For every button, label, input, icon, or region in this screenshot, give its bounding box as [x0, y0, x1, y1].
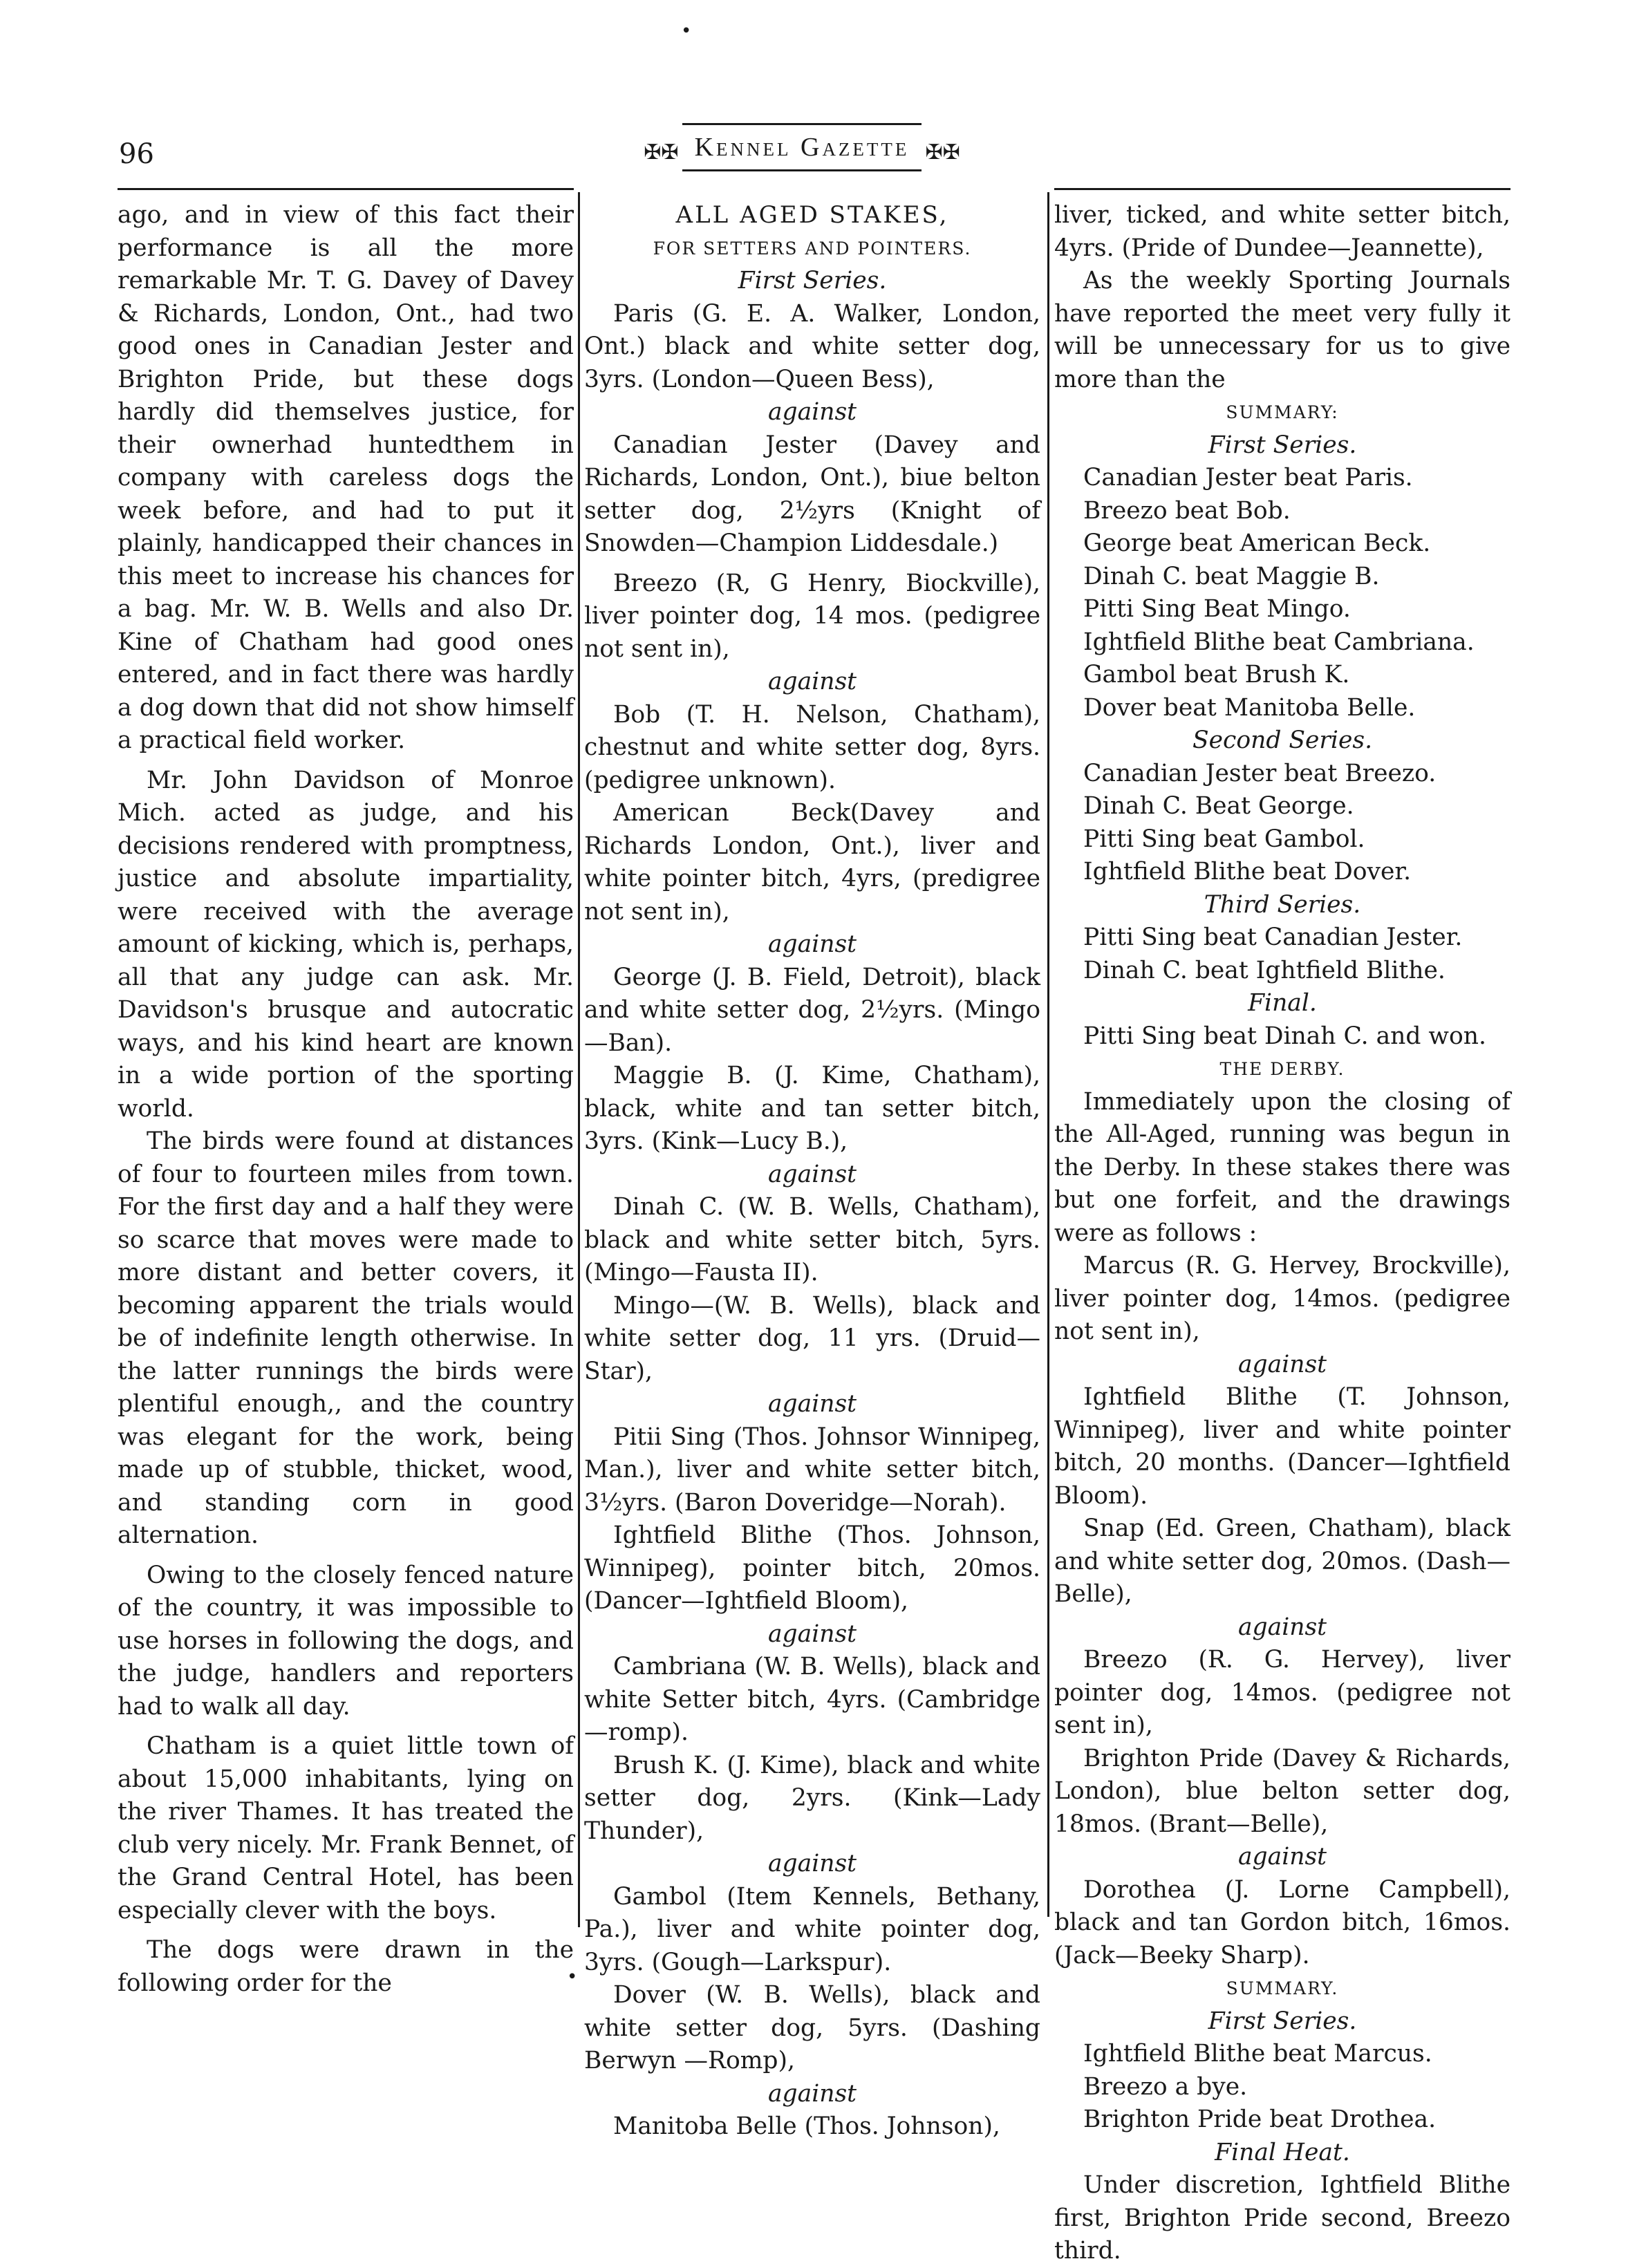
paragraph: Under discretion, Ightfield Blithe first, Brighton Pride second, Breezo third. — [1054, 2171, 1510, 2265]
column-2 — [584, 199, 1040, 2144]
paragraph: Immediately upon the closing of the All-Aged, running was begun in the Derby. In these stakes there was but one forfeit, and the drawings were as follows : — [1054, 1087, 1510, 1247]
paragraph: Dinah C. (W. B. Wells, Chatham), black and white setter bitch, 5yrs. (Mingo—Fausta II). — [584, 1193, 1040, 1286]
section-heading: Second Series. — [1192, 727, 1373, 754]
paragraph: Brighton Pride (Davey & Richards, London), blue belton setter dog, 18mos. (Brant—Belle), — [1054, 1744, 1510, 1838]
page-number: 96 — [119, 138, 154, 170]
section-heading: against — [767, 668, 857, 695]
paragraph: The dogs were drawn in the following order for the — [118, 1936, 574, 1997]
column-divider-2 — [1047, 192, 1049, 1917]
section-heading: SUMMARY: — [1226, 402, 1339, 422]
section-heading: against — [767, 1850, 857, 1877]
section-heading: Final Heat. — [1215, 2138, 1350, 2166]
paragraph: Dover (W. B. Wells), black and white setter dog, 5yrs. (Dashing Berwyn —Romp), — [584, 1981, 1040, 2074]
paragraph: Mr. John Davidson of Monroe Mich. acted as judge, and his decisions rendered with promptness, justice and absolute impartiality, were received with the average amount of kicking, which is, perhaps, all that any judge can ask. Mr. Davidson's brusque and autocratic ways, and his kind heart are known in a wide portion of the sporting world. — [118, 766, 574, 1123]
summary-line: Pitti Sing Beat Mingo. — [1083, 595, 1351, 623]
section-heading: Final. — [1248, 989, 1317, 1017]
summary-line: Gambol beat Brush K. — [1083, 661, 1350, 688]
paragraph: George (J. B. Field, Detroit), black and white setter dog, 2½yrs. (Mingo—Ban). — [584, 963, 1040, 1057]
column-divider-1 — [578, 192, 580, 1927]
paragraph: The birds were found at distances of four to fourteen miles from town. For the first day and a half they were so scarce that moves were made to more distant and better covers, it becoming apparent the trials would be of indefinite length otherwise. In the latter runnings the birds were plentiful enough,, and the country was elegant for the work, being made up of stubble, thicket, wood, and standing corn in good alternation. — [118, 1127, 574, 1549]
paragraph: Pitii Sing (Thos. Johnsor Winnipeg, Man.), liver and white setter bitch, 3½yrs. (Baron Doveridge—Norah). — [584, 1423, 1040, 1517]
header-rule-right — [1054, 188, 1510, 190]
paragraph: Ightfield Blithe (Thos. Johnson, Winnipeg), pointer bitch, 20mos. (Dancer—Ightfield Bloom), — [584, 1521, 1040, 1615]
summary-line: Brighton Pride beat Drothea. — [1083, 2106, 1437, 2133]
ink-speck: • — [567, 1967, 578, 1987]
section-heading: against — [767, 1160, 857, 1188]
paragraph: Owing to the closely fenced nature of the country, it was impossible to use horses in following the dogs, and the judge, handlers and reporters had to walk all day. — [118, 1561, 574, 1721]
summary-line: Dinah C. beat Maggie B. — [1083, 562, 1380, 590]
section-heading: against — [767, 2079, 857, 2108]
section-heading: SUMMARY. — [1226, 1978, 1339, 1998]
summary-line: Ightfield Blithe beat Dover. — [1083, 858, 1412, 885]
section-heading: ALL AGED STAKES, — [675, 201, 949, 229]
section-heading: against — [767, 1620, 857, 1648]
paragraph: Brush K. (J. Kime), black and white setter dog, 2yrs. (Kink—Lady Thunder), — [584, 1751, 1040, 1845]
header-rule-left — [118, 188, 574, 190]
paragraph: ago, and in view of this fact their performance is all the more remarkable Mr. T. G. Davey of Davey & Richards, London, Ont., had two good ones in Canadian Jester and Brighton Pride, but these dogs hardly did themselves justice, for their ownerhad huntedthem in company with careless dogs the week before, and had to put it plainly, handicapped their chances in this meet to increase his chances for a bag. Mr. W. B. Wells and also Dr. Kine of Chatham had good ones entered, and in fact there was hardly a dog down that did not show himself a practical field worker. — [118, 201, 574, 754]
paragraph: Gambol (Item Kennels, Bethany, Pa.), liver and white pointer dog, 3yrs. (Gough—Larkspur). — [584, 1882, 1040, 1976]
section-heading: First Series. — [1208, 431, 1357, 459]
section-heading: First Series. — [1208, 2007, 1357, 2035]
paragraph: Dorothea (J. Lorne Campbell), black and tan Gordon bitch, 16mos. (Jack—Beeky Sharp). — [1054, 1875, 1510, 1969]
section-heading: against — [767, 930, 857, 958]
paragraph: Ightfield Blithe (T. Johnson, Winnipeg), liver and white pointer bitch, 20 months. (Dancer—Ightfield Bloom). — [1054, 1383, 1510, 1510]
summary-line: Pitti Sing beat Canadian Jester. — [1083, 924, 1463, 951]
ornament-right-icon: ✠✠ — [925, 140, 960, 165]
summary-line: Dover beat Manitoba Belle. — [1083, 693, 1416, 722]
column-1 — [118, 199, 574, 2000]
ink-speck: • — [681, 21, 692, 41]
paragraph: Cambriana (W. B. Wells), black and white Setter bitch, 4yrs. (Cambridge—romp). — [584, 1653, 1040, 1746]
paragraph: Chatham is a quiet little town of about 15,000 inhabitants, lying on the river Thames. It has treated the club very nicely. Mr. Frank Bennet, of the Grand Central Hotel, has been especially clever with the boys. — [118, 1732, 574, 1924]
paragraph: Maggie B. (J. Kime, Chatham), black, white and tan setter bitch, 3yrs. (Kink—Lucy B.), — [584, 1062, 1040, 1155]
paragraph: Manitoba Belle (Thos. Johnson), — [613, 2112, 1000, 2140]
summary-line: Ightfield Blithe beat Cambriana. — [1083, 628, 1475, 656]
paragraph: liver, ticked, and white setter bitch, 4yrs. (Pride of Dundee—Jeannette), — [1054, 201, 1510, 262]
paragraph: Bob (T. H. Nelson, Chatham), chestnut and white setter dog, 8yrs. (pedigree unknown). — [584, 700, 1040, 794]
paragraph: American Beck(Davey and Richards London, Ont.), liver and white pointer bitch, 4yrs, (predigree not sent in), — [584, 799, 1040, 926]
section-heading: against — [767, 398, 857, 426]
paragraph: Snap (Ed. Green, Chatham), black and white setter dog, 20mos. (Dash—Belle), — [1054, 1515, 1510, 1608]
summary-line: Canadian Jester beat Paris. — [1083, 464, 1413, 491]
masthead — [608, 123, 995, 185]
paragraph: Marcus (R. G. Hervey, Brockville), liver pointer dog, 14mos. (pedigree not sent in), — [1054, 1252, 1510, 1345]
paragraph: Canadian Jester (Davey and Richards, London, Ont.), biue belton setter dog, 2½yrs (Knight of Snowden—Champion Liddesdale.) — [584, 431, 1040, 557]
paragraph: Breezo (R. G. Hervey), liver pointer dog, 14mos. (pedigree not sent in), — [1054, 1646, 1510, 1739]
summary-line: George beat American Beck. — [1083, 529, 1431, 557]
summary-line: Canadian Jester beat Breezo. — [1083, 759, 1437, 787]
ornament-left-icon: ✠✠ — [644, 140, 679, 165]
summary-line: Breezo a bye. — [1083, 2072, 1248, 2101]
paragraph: Mingo—(W. B. Wells), black and white setter dog, 11 yrs. (Druid—Star), — [584, 1291, 1040, 1385]
summary-line: Dinah C. Beat George. — [1083, 792, 1354, 820]
section-heading: against — [767, 1390, 857, 1418]
summary-line: Breezo beat Bob. — [1083, 496, 1291, 525]
paragraph: Breezo (R, G Henry, Biockville), liver pointer dog, 14 mos. (pedigree not sent in), — [584, 569, 1040, 663]
masthead-title: Kennel Gazette — [682, 123, 922, 171]
section-heading: Third Series. — [1204, 890, 1361, 919]
section-heading: First Series. — [738, 267, 887, 294]
paragraph: As the weekly Sporting Journals have reported the meet very fully it will be unnecessary for us to give more than the — [1054, 267, 1510, 393]
section-heading: FOR SETTERS AND POINTERS. — [653, 238, 972, 259]
paragraph: Paris (G. E. A. Walker, London, Ont.) black and white setter dog, 3yrs. (London—Queen Bess), — [584, 299, 1040, 393]
summary-line: Dinah C. beat Ightfield Blithe. — [1083, 956, 1446, 984]
column-3 — [1054, 199, 1510, 2268]
section-heading: against — [1237, 1843, 1327, 1871]
summary-line: Pitti Sing beat Dinah C. and won. — [1083, 1022, 1486, 1050]
summary-line: Pitti Sing beat Gambol. — [1083, 825, 1365, 853]
section-heading: against — [1237, 1613, 1327, 1641]
summary-line: Ightfield Blithe beat Marcus. — [1083, 2040, 1432, 2068]
section-heading: against — [1237, 1350, 1327, 1378]
section-heading: THE DERBY. — [1219, 1059, 1345, 1079]
